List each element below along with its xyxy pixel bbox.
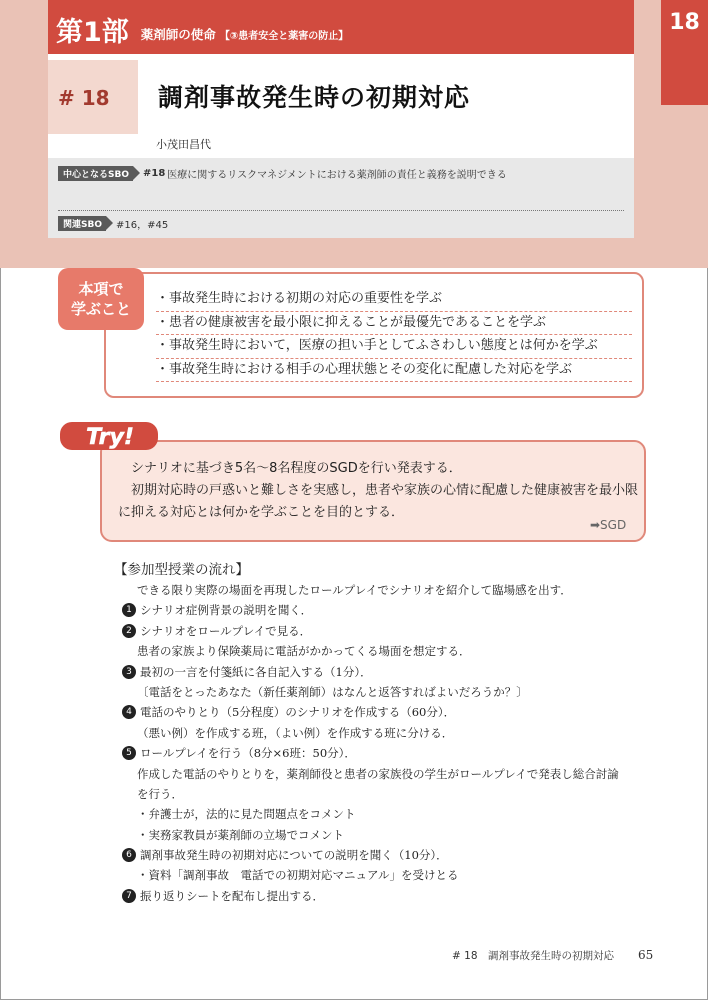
try-reference: ➡SGD xyxy=(590,518,627,532)
learning-goal-item: ・患者の健康被害を最小限に抑えることが最優先であることを学ぶ xyxy=(156,312,632,336)
step-number-icon: 1 xyxy=(122,603,136,617)
flow-step-text: シナリオ症例背景の説明を聞く． xyxy=(140,603,313,618)
chapter-tab: 18 xyxy=(661,0,708,105)
learning-goal-item: ・事故発生時における相手の心理状態とその変化に配慮した対応を学ぶ xyxy=(156,359,632,383)
try-paragraph-1: シナリオに基づき5名〜8名程度のSGDを行い発表する． xyxy=(131,461,462,476)
flow-intro: できる限り実際の場面を再現したロールプレイでシナリオを紹介して臨場感を出す． xyxy=(137,583,572,597)
learning-goal-item: ・事故発生時において，医療の担い手としてふさわしい態度とは何かを学ぶ xyxy=(156,335,632,359)
title-box xyxy=(48,54,634,158)
flow-step-text: 振り返りシートを配布し提出する． xyxy=(140,888,324,903)
flow-step xyxy=(122,743,652,763)
page-footer xyxy=(452,948,653,963)
try-logo xyxy=(58,418,162,452)
flow-step-detail xyxy=(122,764,652,784)
sbo-box xyxy=(48,158,634,238)
part-number: 第1部 xyxy=(56,17,129,48)
chapter-number: # 18 xyxy=(48,60,138,134)
step-number-icon: 5 xyxy=(122,746,136,760)
flow-step-detail xyxy=(122,682,652,702)
related-sbo-text: #16，#45 xyxy=(116,220,169,231)
try-text xyxy=(118,458,638,524)
page-title: 調剤事故発生時の初期対応 xyxy=(158,83,471,112)
try-paragraph-2: 初期対応時の戸惑いと難しさを実感し，患者や家族の心情に配慮した健康被害を最小限に抑える対応とは何かを学ぶことを目的とする． xyxy=(118,483,639,520)
flow-step-text: 患者の家族より保険薬局に電話がかかってくる場面を想定する． xyxy=(137,644,471,659)
main-sbo-row xyxy=(58,166,507,181)
flow-step xyxy=(122,662,652,682)
footer-label: # 18 調剤事故発生時の初期対応 xyxy=(452,950,614,962)
flow-step-text: 作成した電話のやりとりを，薬剤師役と患者の家族役の学生がロールプレイで発表し総合討論 xyxy=(137,766,619,781)
flow-step-detail xyxy=(122,804,652,824)
step-number-icon: 7 xyxy=(122,889,136,903)
learning-label-line1: 本項で xyxy=(78,280,124,298)
flow-step-text: ロールプレイを行う（8分×6班：50分）． xyxy=(140,746,356,761)
flow-step xyxy=(122,886,652,906)
sbo-divider xyxy=(58,210,624,211)
step-number-icon: 6 xyxy=(122,848,136,862)
flow-step-text: ・資料「調剤事故 電話での初期対応マニュアル」を受けとる xyxy=(137,868,459,883)
learning-goals-label xyxy=(58,268,144,330)
main-sbo-text: 医療に関するリスクマネジメントにおける薬剤師の責任と義務を説明できる xyxy=(167,170,507,181)
flow-step-text: ・弁護士が，法的に見た問題点をコメント xyxy=(137,807,356,822)
flow-step-text: （悪い例）を作成する班，（よい例）を作成する班に分ける． xyxy=(137,725,454,740)
main-sbo-number: #18 xyxy=(143,168,166,179)
flow-step-text: ・実務家教員が薬剤師の立場でコメント xyxy=(137,827,344,842)
part-title: 薬剤師の使命 xyxy=(140,27,216,42)
flow-step-text: 最初の一言を付箋紙に各自記入する（1分）． xyxy=(140,664,372,679)
learning-goals-list xyxy=(156,288,632,382)
page-number: 65 xyxy=(638,948,654,962)
part-header xyxy=(48,0,634,54)
flow-title: 【参加型授業の流れ】 xyxy=(114,562,249,578)
flow-step-detail xyxy=(122,825,652,845)
author: 小茂田昌代 xyxy=(156,138,211,151)
learning-goal-item: ・事故発生時における初期の対応の重要性を学ぶ xyxy=(156,288,632,312)
step-number-icon: 2 xyxy=(122,624,136,638)
flow-step-text: を行う． xyxy=(137,786,183,801)
flow-step-text: 電話のやりとり（5分程度）のシナリオを作成する（60分）． xyxy=(140,705,456,720)
flow-step-text: 調剤事故発生時の初期対応についての説明を聞く（10分）． xyxy=(140,848,448,863)
main-sbo-tag: 中心となるSBO xyxy=(58,166,133,181)
step-number-icon: 3 xyxy=(122,665,136,679)
flow-step-text: 〔電話をとったあなた（新任薬剤師）はなんと返答すればよいだろうか？〕 xyxy=(137,684,528,699)
flow-step-detail xyxy=(122,865,652,885)
flow-step-detail xyxy=(122,723,652,743)
flow-step xyxy=(122,702,652,722)
step-number-icon: 4 xyxy=(122,705,136,719)
flow-step xyxy=(122,845,652,865)
part-subtitle: 【③患者安全と薬害の防止】 xyxy=(219,31,349,42)
learning-label-line2: 学ぶこと xyxy=(70,300,131,318)
related-sbo-tag: 関連SBO xyxy=(58,216,106,231)
flow-step-detail xyxy=(122,641,652,661)
try-logo-text: Try! xyxy=(86,425,134,450)
flow-step-detail xyxy=(122,784,652,804)
flow-body xyxy=(122,580,652,906)
flow-step xyxy=(122,621,652,641)
related-sbo-row xyxy=(58,216,168,231)
flow-step-text: シナリオをロールプレイで見る． xyxy=(140,623,312,638)
flow-step xyxy=(122,600,652,620)
